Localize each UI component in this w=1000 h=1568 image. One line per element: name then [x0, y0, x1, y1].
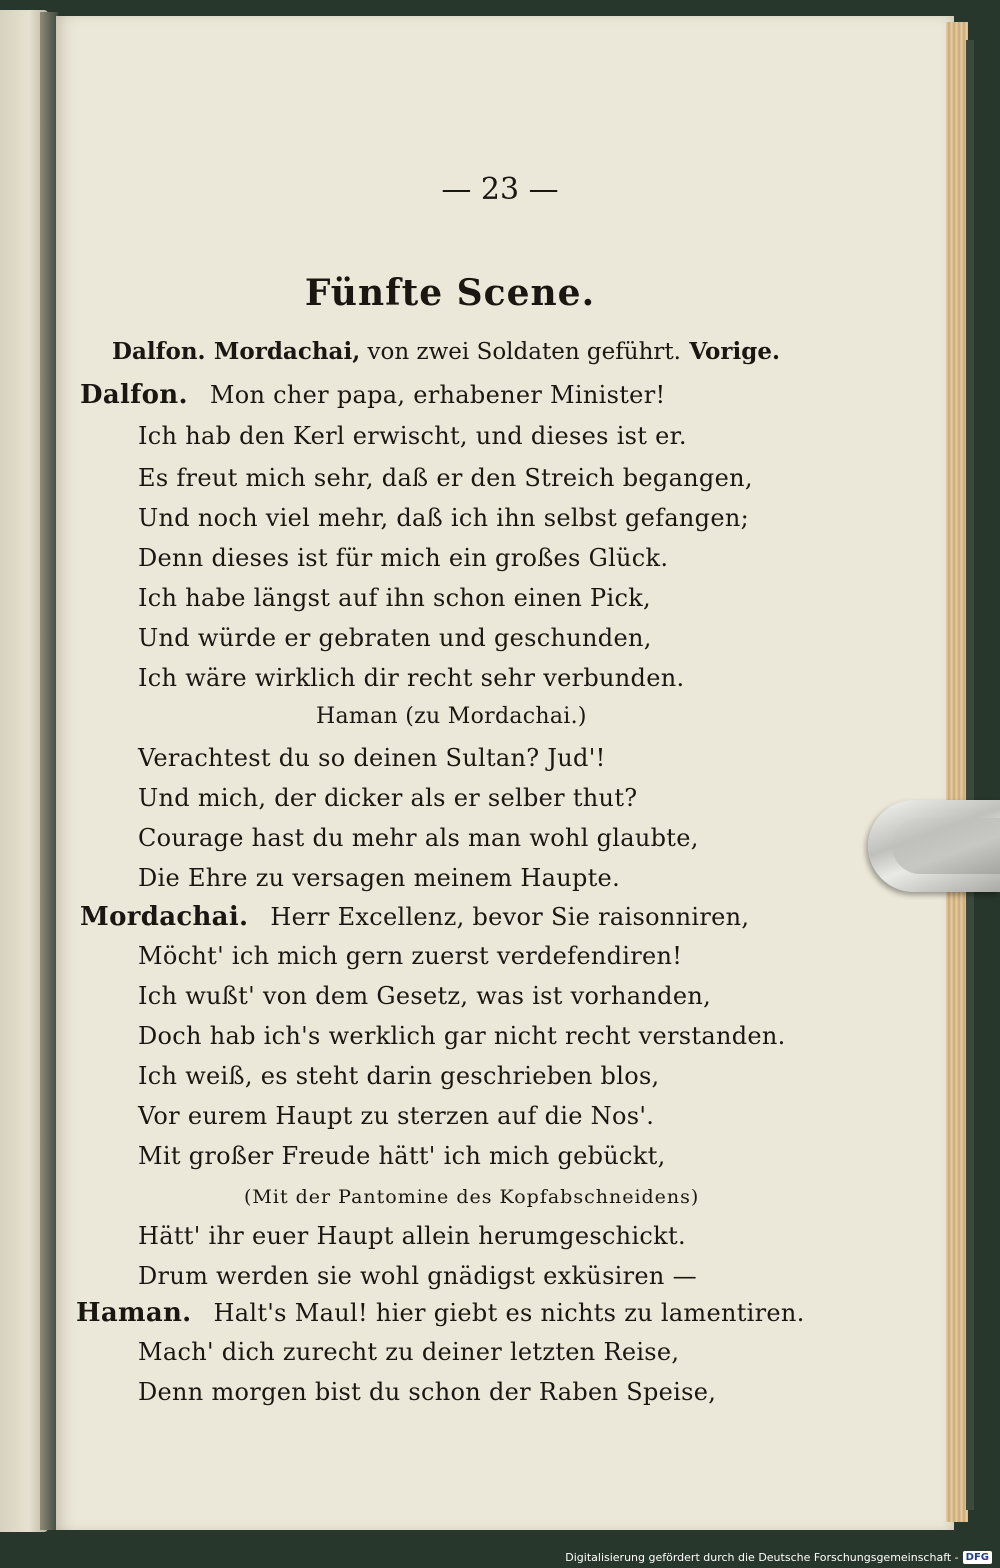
- cast-dalfon: Dalfon.: [112, 338, 206, 365]
- verse-line: Drum werden sie wohl gnädigst exküsiren —: [138, 1262, 697, 1290]
- verse-line: Und würde er gebraten und geschunden,: [138, 624, 652, 652]
- verse-line: Courage hast du mehr als man wohl glaubte,: [138, 824, 699, 852]
- speaker-name: Mordachai.: [80, 902, 249, 932]
- page-stack-shadow: [966, 40, 974, 1510]
- verse-text: Mon cher papa, erhabener Minister!: [209, 381, 666, 409]
- stage-direction: (Mit der Pantomine des Kopfabschneidens): [244, 1186, 700, 1208]
- cast-stage-note: von zwei Soldaten geführt.: [367, 339, 681, 365]
- credit-text: Digitalisierung gefördert durch die Deutsche Forschungsgemeinschaft -: [565, 1551, 959, 1564]
- verse-line: Hätt' ihr euer Haupt allein herumgeschickt.: [138, 1222, 686, 1250]
- verse-line: Vor eurem Haupt zu sterzen auf die Nos'.: [138, 1102, 655, 1130]
- verse-line: Ich wußt' von dem Gesetz, was ist vorhanden,: [138, 982, 712, 1010]
- verse-line: [80, 902, 749, 932]
- verse-text: Herr Excellenz, bevor Sie raisonniren,: [270, 903, 750, 931]
- verse-line: Ich wäre wirklich dir recht sehr verbunden.: [138, 664, 685, 692]
- cast-mordachai: Mordachai,: [213, 338, 361, 365]
- verse-line: Die Ehre zu versagen meinem Haupte.: [138, 864, 620, 892]
- page-stack-edge: [946, 22, 968, 1522]
- paper-clip-inner: [892, 818, 1000, 874]
- dfg-logo: DFG: [963, 1551, 992, 1564]
- speaker-name: Dalfon.: [80, 380, 188, 410]
- verse-line: Es freut mich sehr, daß er den Streich begangen,: [138, 464, 753, 492]
- verse-line: Denn morgen bist du schon der Raben Speise,: [138, 1378, 717, 1406]
- verse-line: Ich habe längst auf ihn schon einen Pick,: [138, 584, 651, 612]
- verse-line: Und mich, der dicker als er selber thut?: [138, 784, 638, 812]
- verse-text: Halt's Maul! hier giebt es nichts zu lamentiren.: [213, 1299, 805, 1327]
- scene-title: Fünfte Scene.: [304, 272, 596, 314]
- verse-line: Denn dieses ist für mich ein großes Glück.: [138, 544, 669, 572]
- verse-line: Verachtest du so deinen Sultan? Jud'!: [138, 744, 606, 772]
- cast-list: [112, 338, 780, 365]
- digitization-credit: [565, 1551, 992, 1564]
- cast-mordachai-group: [214, 338, 681, 365]
- page-number: — 23 —: [441, 172, 559, 207]
- verse-line: Und noch viel mehr, daß ich ihn selbst gefangen;: [138, 504, 749, 532]
- verse-line: Doch hab ich's werklich gar nicht recht verstanden.: [138, 1022, 786, 1050]
- verse-line: Möcht' ich mich gern zuerst verdefendiren!: [138, 942, 683, 970]
- cast-vorige: Vorige.: [689, 338, 780, 365]
- verse-line: [80, 380, 665, 410]
- verse-line: Ich weiß, es steht darin geschrieben blos,: [138, 1062, 660, 1090]
- stage-direction-haman: Haman (zu Mordachai.): [316, 704, 587, 729]
- verse-line: Mach' dich zurecht zu deiner letzten Reise,: [138, 1338, 680, 1366]
- verse-line: [76, 1298, 805, 1328]
- speaker-name: Haman.: [76, 1298, 192, 1328]
- verse-line: Mit großer Freude hätt' ich mich gebückt,: [138, 1142, 666, 1170]
- verse-line: Ich hab den Kerl erwischt, und dieses ist er.: [138, 422, 687, 450]
